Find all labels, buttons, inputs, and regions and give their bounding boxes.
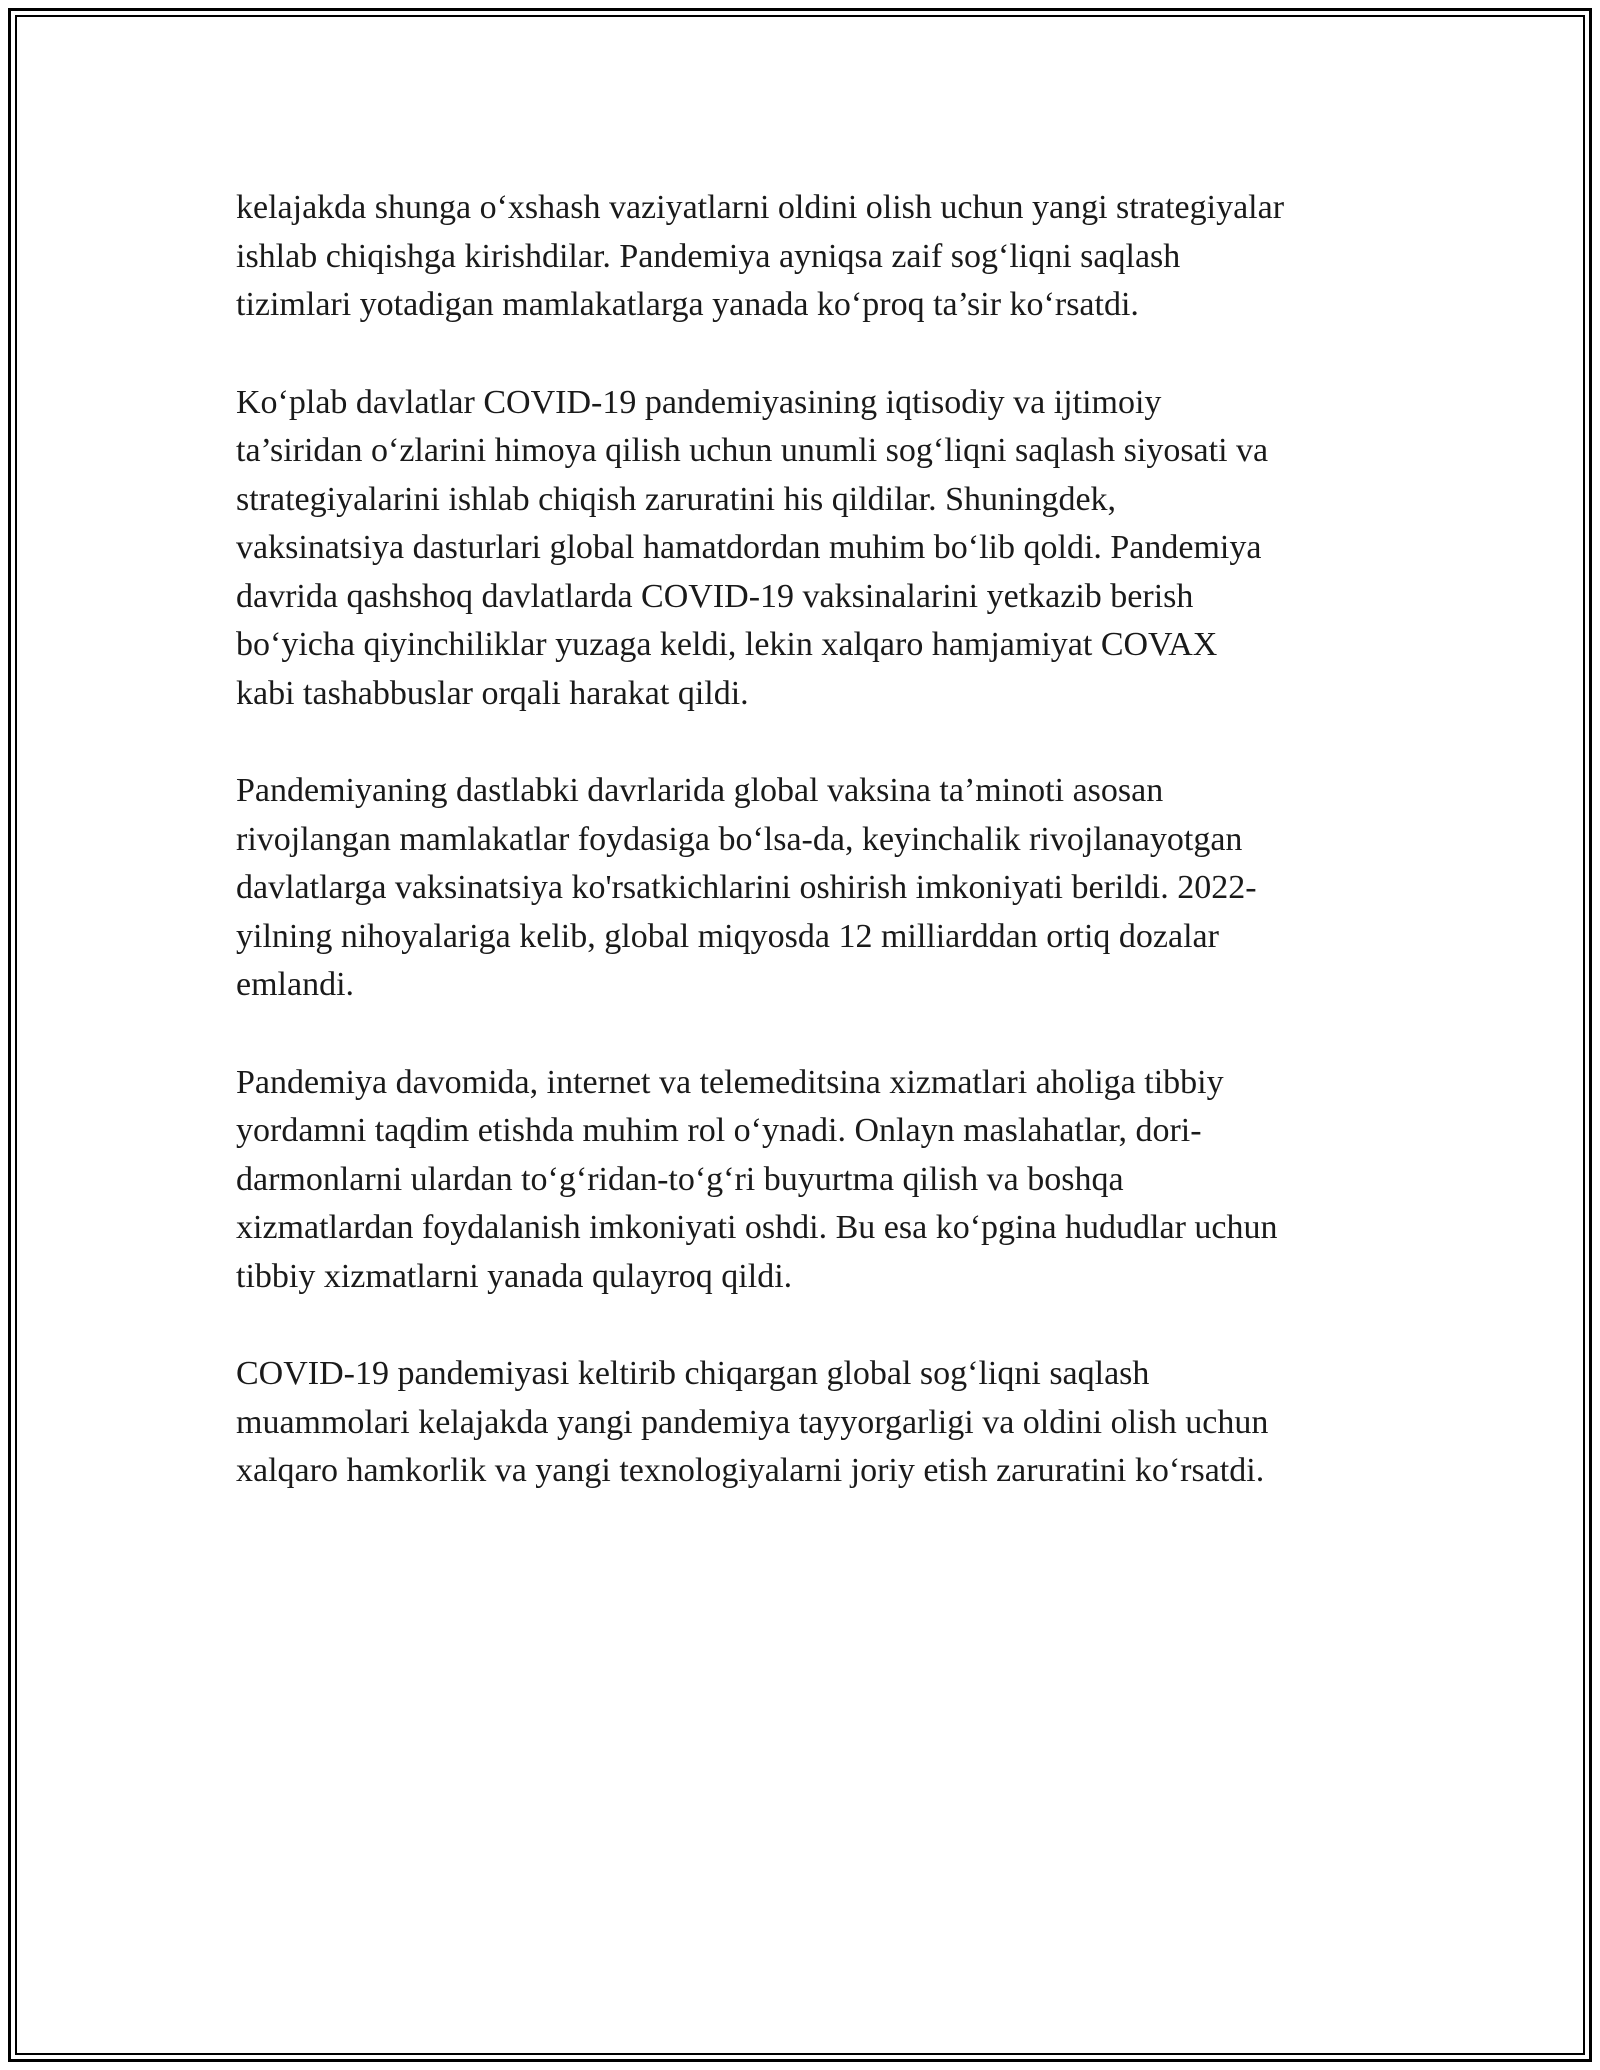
text-line: emlandi. [236, 966, 355, 1003]
text-line: muammolari kelajakda yangi pandemiya tayyorgarligi va oldini olish uchun [236, 1403, 1269, 1441]
text-line: Pandemiya davomida, internet va telemeditsina xizmatlari aholiga tibbiy [236, 1063, 1224, 1101]
text-line: kelajakda shunga o‘xshash vaziyatlarni oldini olish uchun yangi strategiyalar [236, 189, 1285, 226]
text-line: yilning nihoyalariga kelib, global miqyosda 12 milliarddan ortiq dozalar [236, 917, 1219, 955]
text-line: kabi tashabbuslar orqali harakat qildi. [236, 674, 749, 712]
text-line: tibbiy xizmatlarni yanada qulayroq qildi. [236, 1257, 793, 1295]
text-line: Pandemiyaning dastlabki davrlarida global vaksina ta’minoti asosan [236, 772, 1164, 809]
text-line: xizmatlardan foydalanish imkoniyati oshdi. Bu esa ko‘pgina hududlar uchun [236, 1209, 1278, 1246]
paragraph-telemedicine [236, 1059, 1376, 1302]
text-line: xalqaro hamkorlik va yangi texnologiyalarni joriy etish zaruratini ko‘rsatdi. [236, 1452, 1265, 1489]
text-line: tizimlari yotadigan mamlakatlarga yanada ko‘proq ta’sir ko‘rsatdi. [236, 286, 1139, 323]
text-line: bo‘yicha qiyinchiliklar yuzaga keldi, lekin xalqaro hamjamiyat COVAX [236, 626, 1218, 663]
paragraph-strategies [236, 184, 1376, 330]
text-line: rivojlangan mamlakatlar foydasiga bo‘lsa-da, keyinchalik rivojlanayotgan [236, 820, 1243, 858]
text-line: vaksinatsiya dasturlari global hamatdordan muhim bo‘lib qoldi. Pandemiya [236, 529, 1262, 566]
text-line: Ko‘plab davlatlar COVID-19 pandemiyasining iqtisodiy va ijtimoiy [236, 383, 1162, 421]
text-line: davrida qashshoq davlatlarda COVID-19 vaksinalarini yetkazib berish [236, 577, 1194, 615]
paragraph-conclusion [236, 1350, 1376, 1496]
text-line: darmonlarni ulardan to‘g‘ridan-to‘g‘ri buyurtma qilish va boshqa [236, 1160, 1124, 1198]
text-line: COVID-19 pandemiyasi keltirib chiqargan global sog‘liqni saqlash [236, 1355, 1150, 1392]
paragraph-health-policy [236, 379, 1376, 719]
text-line: davlatlarga vaksinatsiya ko'rsatkichlarini oshirish imkoniyati berildi. 2022- [236, 869, 1257, 906]
text-line: ta’siridan o‘zlarini himoya qilish uchun unumli sog‘liqni saqlash siyosati va [236, 432, 1269, 469]
text-line: ishlab chiqishga kirishdilar. Pandemiya ayniqsa zaif sog‘liqni saqlash [236, 237, 1181, 275]
text-line: yordamni taqdim etishda muhim rol o‘ynadi. Onlayn maslahatlar, dori- [236, 1112, 1202, 1149]
document-body [236, 184, 1376, 1545]
paragraph-vaccine-supply [236, 767, 1376, 1010]
text-line: strategiyalarini ishlab chiqish zaruratini his qildilar. Shuningdek, [236, 480, 1117, 518]
